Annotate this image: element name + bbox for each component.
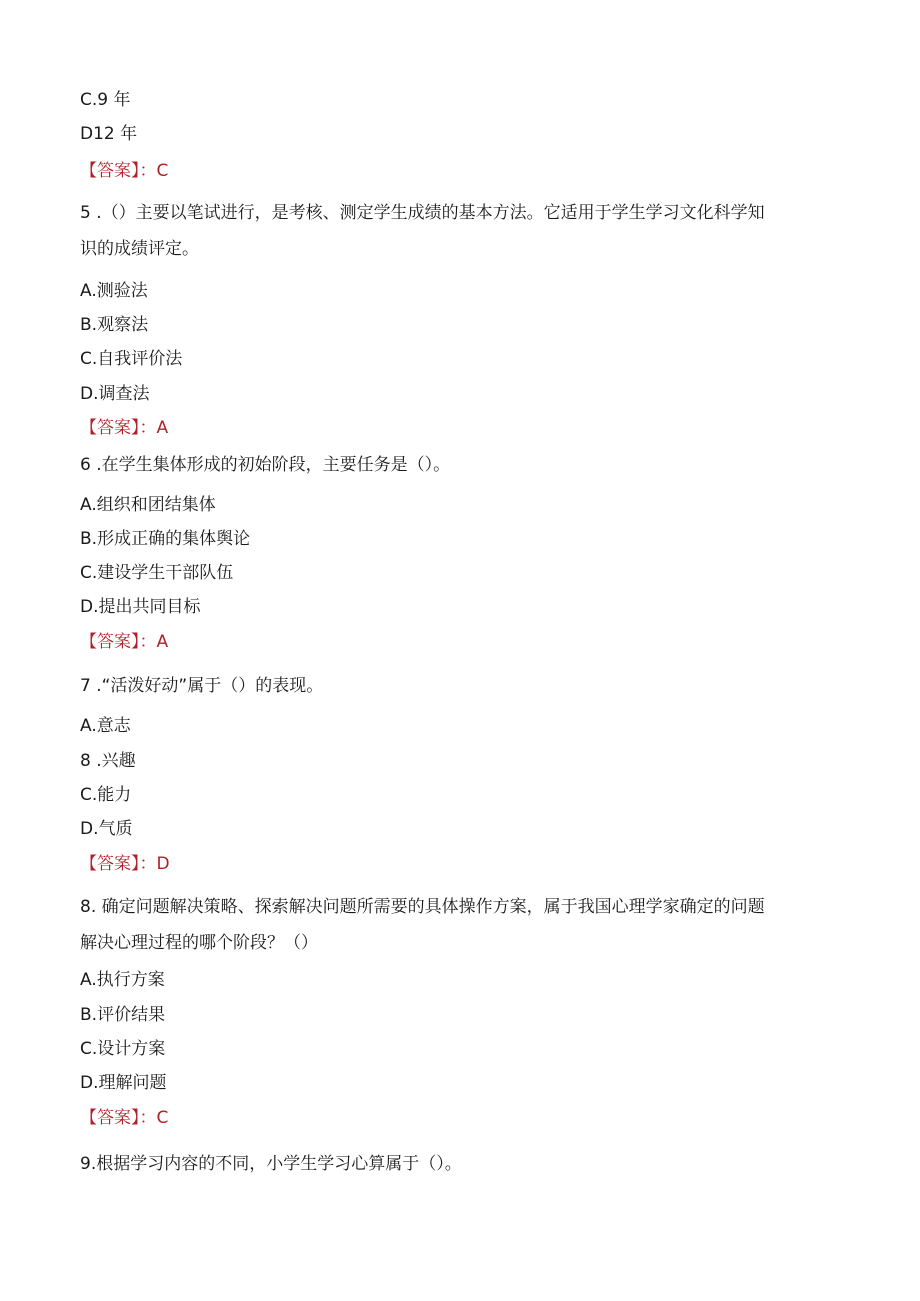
option-line: A.组织和团结集体 <box>80 495 216 515</box>
option-line: D.提出共同目标 <box>80 597 201 617</box>
option-line: B.评价结果 <box>80 1005 166 1025</box>
question-line: 9.根据学习内容的不同，小学生学习心算属于（）。 <box>80 1154 462 1174</box>
option-line: B.观察法 <box>80 315 149 335</box>
option-line: C.建设学生干部队伍 <box>80 563 234 583</box>
question-line: 解决心理过程的哪个阶段？（） <box>80 933 318 953</box>
question-line: 6 .在学生集体形成的初始阶段，主要任务是（）。 <box>80 455 451 475</box>
option-line: D.理解问题 <box>80 1073 167 1093</box>
answer-line: 【答案】：A <box>80 418 169 438</box>
answer-line: 【答案】：C <box>80 1108 169 1128</box>
option-line: D.气质 <box>80 819 133 839</box>
option-line: C.能力 <box>80 785 132 805</box>
question-line: 8. 确定问题解决策略、探索解决问题所需要的具体操作方案，属于我国心理学家确定的问题 <box>80 897 765 917</box>
answer-line: 【答案】：C <box>80 161 169 181</box>
option-line: C.自我评价法 <box>80 349 183 369</box>
option-line: 8 .兴趣 <box>80 751 136 771</box>
answer-line: 【答案】：A <box>80 632 169 652</box>
answer-line: 【答案】：D <box>80 854 170 874</box>
option-line: D12 年 <box>80 124 138 144</box>
option-line: D.调查法 <box>80 384 150 404</box>
option-line: A.测验法 <box>80 281 148 301</box>
option-line: C.设计方案 <box>80 1039 166 1059</box>
question-line: 7 .“活泼好动”属于（）的表现。 <box>80 676 324 696</box>
option-line: B.形成正确的集体舆论 <box>80 529 251 549</box>
option-line: A.执行方案 <box>80 970 165 990</box>
question-line: 识的成绩评定。 <box>80 239 199 259</box>
question-line: 5 .（）主要以笔试进行，是考核、测定学生成绩的基本方法。它适用于学生学习文化科学知 <box>80 203 765 223</box>
option-line: A.意志 <box>80 716 131 736</box>
option-line: C.9 年 <box>80 90 131 110</box>
